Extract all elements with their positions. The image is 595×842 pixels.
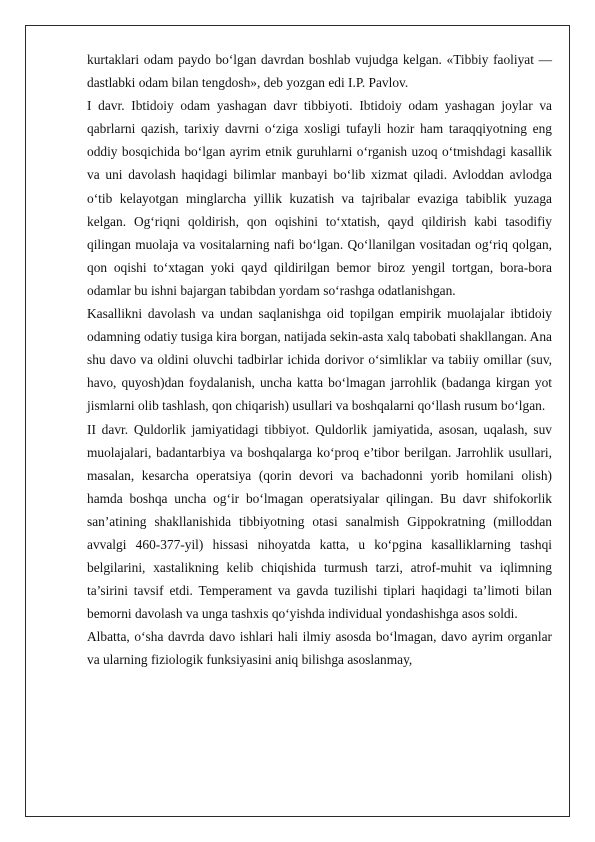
paragraph-first-period: I davr. Ibtidoiy odam yashagan davr tibbiyoti. Ibtidoiy odam yashagan joylar va qabrlarni qazish, tarixiy davrni o‘ziga xosligi tufayli hozir ham taraqqiyotning eng oddiy bosqichida bo‘lgan ayrim etnik guruhlarni o‘rganish uzoq o‘tmishdagi kasallik va uni davolash haqidagi bilimlar manbayi bo‘lib xizmat qiladi. Avloddan avlodga o‘tib kelayotgan minglarcha yillik kuzatish va tajribalar evaziga tabiblik yuzaga kelgan. Og‘riqni qoldirish, qon oqishini to‘xtatish, qayd qildirish kabi tasodifiy qilingan muolaja va vositalarning nafi bo‘lgan. Qo‘llanilgan vositadan og‘riq qolgan, qon oqishi to‘xtagan yoki qayd qildirilgan bemor biroz yengil tortgan, bora-bora odamlar bu ishni bajargan tabibdan yordam so‘rashga odatlanishgan.	[87, 98, 552, 298]
paragraph-second-period: II davr. Quldorlik jamiyatidagi tibbiyot. Quldorlik jamiyatida, asosan, uqalash, suv muolajalari, badantarbiya va boshqalarga ko‘proq e’tibor berilgan. Jarrohlik usullari, masalan, kesarcha operatsiya (qorin devori va bachadonni yorib homilani olish) hamda boshqa uncha og‘ir bo‘lmagan operatsiyalar qilingan. Bu davr shifokorlik san’atining shakllanishida tibbiyotning otasi sanalmish Gippokratning (milloddan avvalgi 460-377-yil) hissasi nihoyatda katta, u ko‘pgina kasalliklarning tashqi belgilarini, xastalikning kelib chiqishida turmush tarzi, atrof-muhit va iqlimning ta’sirini tavsif etdi. Temperament va gavda tuzilishi tiplari haqidagi ta’limoti bilan bemorni davolash va unga tashxis qo‘yishda individual yondashishga asos soldi.	[87, 421, 552, 622]
document-body	[87, 48, 552, 672]
paragraph-folk-medicine: Kasallikni davolash va undan saqlanishga oid topilgan empirik muolajalar ibtidoiy odamning odatiy tusiga kira borgan, natijada sekin-asta xalq tabobati shakllangan. Ana shu davo va oldini oluvchi tadbirlar ichida dorivor o‘simliklar va tabiiy omillar (suv, havo, quyosh)dan foydalanish, uncha katta bo‘lmagan jarrohlik (badanga kirgan yot jismlarni olib tashlash, qon chiqarish) usullari va boshqalarni qo‘llash rusum bo‘lgan.	[87, 306, 552, 414]
paragraph-closing: Albatta, o‘sha davrda davo ishlari hali ilmiy asosda bo‘lmagan, davo ayrim organlar va ularning fiziologik funksiyasini aniq bilishga asoslanmay,	[87, 629, 552, 668]
paragraph-intro-continuation: kurtaklari odam paydo bo‘lgan davrdan boshlab vujudga kelgan. «Tibbiy faoliyat — dastlabki odam bilan tengdosh», deb yozgan edi I.P. Pavlov.	[87, 52, 552, 91]
